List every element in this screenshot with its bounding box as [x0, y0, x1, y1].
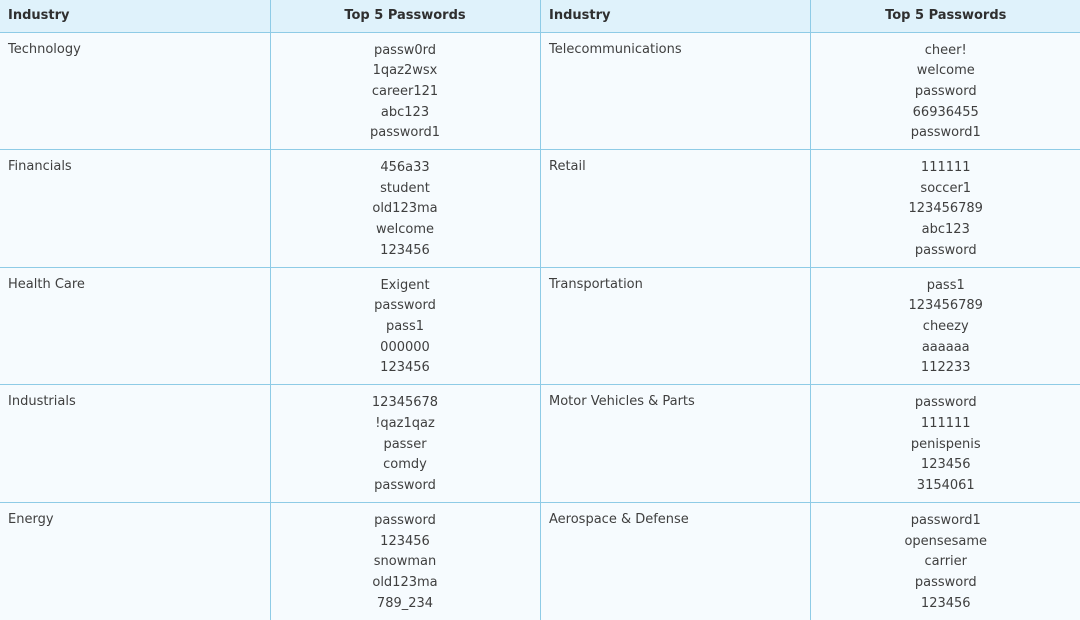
password-entry: 123456 — [920, 595, 971, 611]
password-entry: aaaaaa — [921, 339, 970, 355]
password-entry: comdy — [383, 457, 427, 473]
table-row — [0, 150, 540, 268]
passwords-cell — [811, 385, 1080, 503]
passwords-column-header: Top 5 Passwords — [811, 0, 1080, 32]
password-entry: career121 — [371, 83, 439, 99]
table-row — [0, 502, 540, 620]
passwords-cell — [270, 385, 540, 503]
table-row — [0, 32, 540, 150]
password-entry: password1 — [370, 125, 440, 141]
industry-cell: Telecommunications — [541, 32, 811, 150]
industry-cell: Energy — [0, 502, 270, 620]
password-entry: old123ma — [372, 574, 438, 590]
password-entry: abc123 — [380, 104, 430, 120]
table-row — [541, 32, 1080, 150]
password-entry: 123456 — [380, 242, 430, 258]
password-entry: password1 — [910, 125, 981, 141]
password-entry: 1qaz2wsx — [372, 63, 438, 79]
password-entry: cheezy — [922, 319, 969, 335]
password-entry: 111111 — [920, 415, 971, 431]
passwords-cell — [811, 267, 1080, 385]
password-entry: 123456 — [380, 533, 430, 549]
password-entry: snowman — [373, 554, 437, 570]
password-entry: 123456789 — [908, 298, 983, 314]
industry-cell: Health Care — [0, 267, 270, 385]
passwords-cell — [270, 32, 540, 150]
industry-cell: Retail — [541, 150, 811, 268]
industry-column-header: Industry — [0, 0, 270, 32]
password-entry: opensesame — [904, 533, 988, 549]
password-entry: 66936455 — [912, 104, 979, 120]
password-entry: password — [914, 242, 977, 258]
industry-cell: Motor Vehicles & Parts — [541, 385, 811, 503]
table-header-row — [0, 0, 540, 32]
password-entry: password — [914, 83, 977, 99]
password-entry: password1 — [910, 512, 981, 528]
passwords-cell — [811, 32, 1080, 150]
password-entry: 111111 — [920, 160, 971, 176]
password-entry: 789_234 — [376, 595, 434, 611]
password-entry: abc123 — [921, 222, 970, 238]
table-row — [541, 385, 1080, 503]
password-entry: welcome — [375, 222, 434, 238]
password-entry: Exigent — [380, 277, 430, 293]
table-row — [0, 267, 540, 385]
password-entry: student — [380, 180, 430, 196]
password-entry: pass1 — [385, 319, 425, 335]
password-entry: 123456 — [920, 457, 971, 473]
password-entry: 000000 — [380, 339, 430, 355]
industry-cell: Technology — [0, 32, 270, 150]
password-entry: 456a33 — [380, 160, 430, 176]
password-entry: carrier — [924, 554, 968, 570]
industry-cell: Transportation — [541, 267, 811, 385]
table-row — [541, 150, 1080, 268]
password-entry: 112233 — [920, 360, 971, 376]
password-entry: 123456 — [380, 360, 430, 376]
passwords-cell — [270, 150, 540, 268]
password-entry: password — [374, 298, 436, 314]
password-entry: 12345678 — [371, 395, 439, 411]
password-entry: 3154061 — [916, 478, 975, 494]
table-row — [541, 267, 1080, 385]
password-entry: password — [374, 478, 436, 494]
table-row — [0, 385, 540, 503]
industry-cell: Industrials — [0, 385, 270, 503]
password-entry: penispenis — [910, 436, 981, 452]
industry-cell: Financials — [0, 150, 270, 268]
password-entry: passw0rd — [373, 42, 437, 58]
password-entry: soccer1 — [920, 180, 972, 196]
password-entry: old123ma — [372, 201, 438, 217]
password-entry: password — [914, 395, 977, 411]
industry-cell: Aerospace & Defense — [541, 502, 811, 620]
table-header-row — [541, 0, 1080, 32]
password-entry: passer — [383, 436, 427, 452]
industry-column-header: Industry — [541, 0, 811, 32]
right-password-table — [540, 0, 1080, 620]
password-entry: 123456789 — [908, 201, 983, 217]
password-entry: cheer! — [924, 42, 967, 58]
passwords-cell — [811, 150, 1080, 268]
password-entry: !qaz1qaz — [375, 415, 435, 431]
passwords-cell — [270, 502, 540, 620]
passwords-column-header: Top 5 Passwords — [270, 0, 540, 32]
password-entry: password — [914, 574, 977, 590]
password-entry: welcome — [916, 63, 975, 79]
passwords-cell — [811, 502, 1080, 620]
table-row — [541, 502, 1080, 620]
password-entry: password — [374, 512, 436, 528]
password-entry: pass1 — [926, 277, 965, 293]
passwords-cell — [270, 267, 540, 385]
